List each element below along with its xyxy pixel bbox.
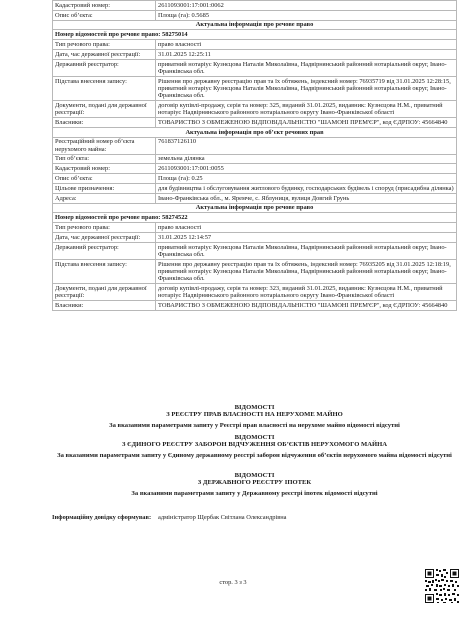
section-heading: Актуальна інформація про речове право xyxy=(53,203,457,213)
table-row xyxy=(53,100,457,117)
field-label: Кадастровий номер: xyxy=(53,164,156,174)
field-label: Опис об’єкта: xyxy=(53,10,156,20)
table-row xyxy=(53,59,457,76)
field-label: Дата, час державної реєстрації: xyxy=(53,49,156,59)
field-label: Цільове призначення: xyxy=(53,183,156,193)
block-text: За вказаними параметрами запиту у Єдиному державному реєстрі заборон відчуження об’єктів нерухомого майна відомості відсутні xyxy=(57,451,452,459)
table-row xyxy=(53,1,457,11)
field-label: Тип речового права: xyxy=(53,40,156,50)
block-heading: ВІДОМОСТІ xyxy=(234,404,275,411)
table-row xyxy=(53,183,457,193)
field-value: 31.01.2025 12:25:11 xyxy=(156,49,457,59)
field-value: Івано-Франківська обл., м. Яремче, с. Яблуниця, вулиця Довгий Грунь xyxy=(156,193,457,203)
field-label: Державний реєстратор: xyxy=(53,242,156,259)
field-label: Підстава внесення запису: xyxy=(53,76,156,100)
field-label: Кадастровий номер: xyxy=(53,1,156,11)
field-value: 2611093001:17:001:0055 xyxy=(156,164,457,174)
table-row xyxy=(53,300,457,310)
table-row xyxy=(53,283,457,300)
table-row xyxy=(53,259,457,283)
page-number: стор. 3 з 3 xyxy=(219,579,247,586)
field-label: Дата, час державної реєстрації: xyxy=(53,232,156,242)
table-row xyxy=(53,232,457,242)
field-value: договір купівлі-продажу, серія та номер: 323, виданий 31.01.2025, видавник: Кузнєцова Н.М., приватний нотаріус Надвірнянського районного нотаріального округу Івано-Франківської області xyxy=(156,283,457,300)
field-value: право власності xyxy=(156,223,457,233)
field-value: ТОВАРИСТВО З ОБМЕЖЕНОЮ ВІДПОВІДАЛЬНІСТЮ "ШАМОНІ ПРЕМ'ЄР", код ЄДРПОУ: 45664840 xyxy=(156,117,457,127)
field-label: Державний реєстратор: xyxy=(53,59,156,76)
field-label: Реєстраційний номер об’єкта нерухомого майна: xyxy=(53,137,156,154)
table-row xyxy=(53,193,457,203)
field-value: ТОВАРИСТВО З ОБМЕЖЕНОЮ ВІДПОВІДАЛЬНІСТЮ "ШАМОНІ ПРЕМ'ЄР", код ЄДРПОУ: 45664840 xyxy=(156,300,457,310)
section-row xyxy=(53,127,457,137)
field-label: Власники: xyxy=(53,117,156,127)
block-subheading: З ДЕРЖАВНОГО РЕЄСТРУ ІПОТЕК xyxy=(197,479,312,487)
table-row xyxy=(53,164,457,174)
section-row xyxy=(53,203,457,213)
field-value: Рішення про державну реєстрацію прав та їх обтяжень, індексний номер: 76935205 від 31.01.2025 12:18:19, приватний нотаріус Кузнєцова Наталія Миколаївна, Надвірнянський районний нотаріальний округ, Івано-Франківська обл. xyxy=(156,259,457,283)
qr-code-icon xyxy=(424,568,460,604)
field-value: Рішення про державну реєстрацію прав та їх обтяжень, індексний номер: 76935719 від 31.01.2025 12:28:15, приватний нотаріус Кузнєцова Наталія Миколаївна, Надвірнянський районний нотаріальний округ, Івано-Франківська обл. xyxy=(156,76,457,100)
table-row xyxy=(53,49,457,59)
block-text: За вказаними параметрами запиту у Реєстрі прав власності на нерухоме майно відомості відсутні xyxy=(109,421,400,429)
field-label: Підстава внесення запису: xyxy=(53,259,156,283)
record-number-label: Номер відомостей про речове право: xyxy=(55,214,161,222)
field-label: Опис об’єкта: xyxy=(53,174,156,184)
block-subheading: З ЄДИНОГО РЕЄСТРУ ЗАБОРОН ВІДЧУЖЕННЯ ОБ’ЄКТІВ НЕРУХОМОГО МАЙНА xyxy=(122,441,387,449)
field-label: Документи, подані для державної реєстрації: xyxy=(53,283,156,300)
record-number-row xyxy=(53,30,457,40)
bans-registry-block xyxy=(52,434,457,459)
signature-value: адміністратор Щербак Світлана Олександрівна xyxy=(158,514,287,521)
field-value: договір купівлі-продажу, серія та номер: 325, виданий 31.01.2025, видавник: Кузнєцова Н.М., приватний нотаріус Надвірнянського районного нотаріального округу Івано-Франківської області xyxy=(156,100,457,117)
field-value: приватний нотаріус Кузнєцова Наталія Миколаївна, Надвірнянський районний нотаріальний округ, Івано-Франківська обл. xyxy=(156,59,457,76)
registry-table xyxy=(52,0,457,311)
table-row xyxy=(53,223,457,233)
field-value: приватний нотаріус Кузнєцова Наталія Миколаївна, Надвірнянський районний нотаріальний округ, Івано-Франківська обл. xyxy=(156,242,457,259)
field-label: Адреса: xyxy=(53,193,156,203)
record-number xyxy=(53,30,457,40)
block-heading: ВІДОМОСТІ xyxy=(234,472,275,479)
record-number-row xyxy=(53,213,457,223)
table-row xyxy=(53,137,457,154)
field-value: 31.01.2025 12:14:57 xyxy=(156,232,457,242)
table-row xyxy=(53,117,457,127)
table-row xyxy=(53,174,457,184)
table-row xyxy=(53,10,457,20)
section-heading: Актуальна інформація про об’єкт речових прав xyxy=(53,127,457,137)
section-heading: Актуальна інформація про речове право xyxy=(53,20,457,30)
section-row xyxy=(53,20,457,30)
field-value: 2611093001:17:001:0062 xyxy=(156,1,457,11)
field-label: Тип речового права: xyxy=(53,223,156,233)
record-number xyxy=(53,213,457,223)
record-number-value: 58274522 xyxy=(162,214,188,222)
signature-label: Інформаційну довідку сформував: xyxy=(52,514,152,521)
block-heading: ВІДОМОСТІ xyxy=(234,434,275,441)
field-value: Площа (га): 0.25 xyxy=(156,174,457,184)
block-subheading: З РЕЄСТРУ ПРАВ ВЛАСНОСТІ НА НЕРУХОМЕ МАЙНО xyxy=(166,411,343,419)
field-value: право власності xyxy=(156,40,457,50)
property-registry-block xyxy=(52,404,457,429)
field-value: земельна ділянка xyxy=(156,154,457,164)
table-row xyxy=(53,40,457,50)
block-text: За вказаними параметрами запиту у Державному реєстрі іпотек відомості відсутні xyxy=(131,489,378,497)
field-label: Тип об’єкта: xyxy=(53,154,156,164)
field-value: Площа (га): 0.5685 xyxy=(156,10,457,20)
field-label: Власники: xyxy=(53,300,156,310)
record-number-value: 58275014 xyxy=(162,31,188,39)
record-number-label: Номер відомостей про речове право: xyxy=(55,31,161,39)
table-row xyxy=(53,154,457,164)
field-value: для будівництва і обслуговування житлового будинку, господарських будівель і споруд (присадибна ділянка) xyxy=(156,183,457,193)
field-label: Документи, подані для державної реєстрації: xyxy=(53,100,156,117)
table-row xyxy=(53,242,457,259)
field-value: 761837126110 xyxy=(156,137,457,154)
mortgage-registry-block xyxy=(52,472,457,497)
table-row xyxy=(53,76,457,100)
